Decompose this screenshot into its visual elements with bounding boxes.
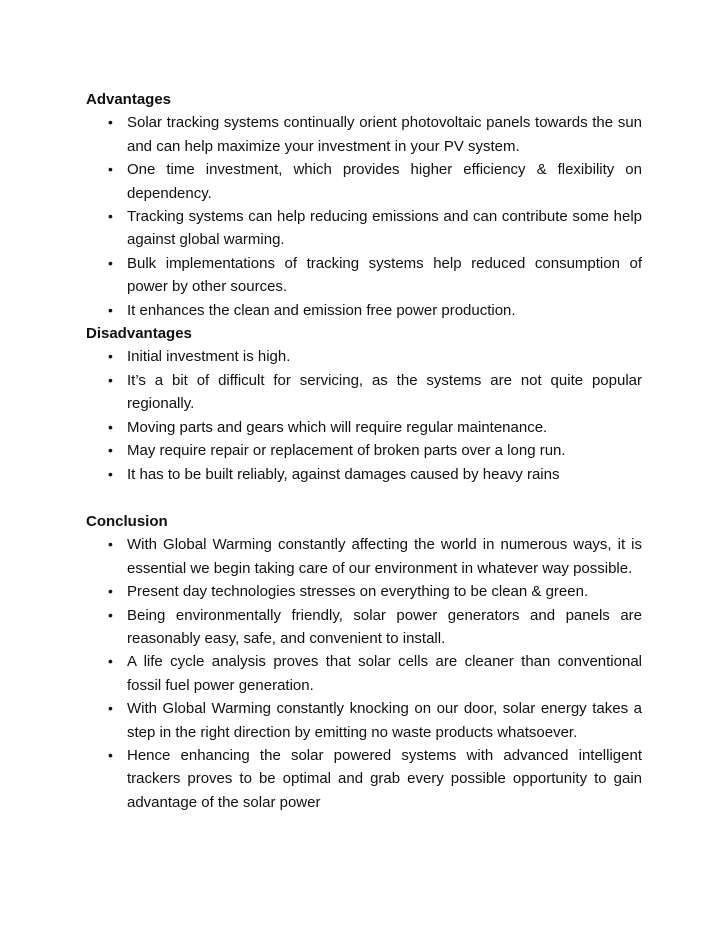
list-item <box>86 463 642 486</box>
bullet-icon: • <box>108 653 113 670</box>
bullet-icon: • <box>108 161 113 178</box>
conclusion-list <box>86 533 642 814</box>
list-item-text: With Global Warming constantly affecting the world in numerous ways, it is essential we begin taking care of our environment in whatever way possible. <box>127 536 642 577</box>
list-item <box>86 345 642 368</box>
list-item <box>86 439 642 462</box>
list-item-text: It has to be built reliably, against damages caused by heavy rains <box>127 465 560 483</box>
list-item <box>86 650 642 697</box>
document-content <box>86 88 642 814</box>
conclusion-heading: Conclusion <box>86 512 168 530</box>
advantages-section <box>86 88 642 322</box>
list-item <box>86 111 642 158</box>
list-item-text: One time investment, which provides higher efficiency & flexibility on dependency. <box>127 161 642 202</box>
list-item-text: It’s a bit of difficult for servicing, as the systems are not quite popular regionally. <box>127 371 642 413</box>
list-item <box>86 744 642 814</box>
bullet-icon: • <box>108 114 113 131</box>
bullet-icon: • <box>108 442 113 459</box>
list-item-text: May require repair or replacement of broken parts over a long run. <box>127 442 566 460</box>
bullet-icon: • <box>108 746 113 763</box>
list-item <box>86 299 642 322</box>
bullet-icon: • <box>108 465 113 482</box>
list-item <box>86 416 642 439</box>
list-item-text: Initial investment is high. <box>127 348 291 366</box>
bullet-icon: • <box>108 208 113 225</box>
list-item-text: Being environmentally friendly, solar power generators and panels are reasonably easy, safe, and convenient to install. <box>127 606 642 647</box>
list-item-text: Hence enhancing the solar powered systems with advanced intelligent trackers proves to be optimal and grab every possible opportunity to gain advantage of the solar power <box>127 746 642 811</box>
list-item-text: Tracking systems can help reducing emissions and can contribute some help against global warming. <box>127 208 642 249</box>
bullet-icon: • <box>108 536 113 553</box>
list-item <box>86 252 642 299</box>
disadvantages-heading: Disadvantages <box>86 325 192 343</box>
advantages-list <box>86 111 642 322</box>
list-item <box>86 205 642 252</box>
list-item-text: With Global Warming constantly knocking on our door, solar energy takes a step in the right direction by emitting no waste products whatsoever. <box>127 700 642 741</box>
list-item-text: It enhances the clean and emission free power production. <box>127 301 516 319</box>
disadvantages-section <box>86 322 642 486</box>
bullet-icon: • <box>108 583 113 600</box>
list-item <box>86 369 642 416</box>
advantages-heading: Advantages <box>86 91 172 108</box>
list-item <box>86 580 642 603</box>
bullet-icon: • <box>108 418 113 435</box>
list-item-text: A life cycle analysis proves that solar cells are cleaner than conventional fossil fuel power generation. <box>127 653 642 694</box>
list-item <box>86 158 642 205</box>
bullet-icon: • <box>108 606 113 623</box>
list-item-text: Present day technologies stresses on everything to be clean & green. <box>127 583 589 601</box>
conclusion-section <box>86 510 642 814</box>
list-item <box>86 533 642 580</box>
bullet-icon: • <box>108 700 113 717</box>
bullet-icon: • <box>108 254 113 271</box>
list-item-text: Bulk implementations of tracking systems help reduced consumption of power by other sources. <box>127 254 642 296</box>
disadvantages-list <box>86 345 642 485</box>
list-item-text: Solar tracking systems continually orient photovoltaic panels towards the sun and can help maximize your investment in your PV system. <box>127 114 642 155</box>
section-spacer <box>86 486 642 510</box>
bullet-icon: • <box>108 371 113 388</box>
bullet-icon: • <box>108 348 113 365</box>
list-item <box>86 697 642 744</box>
bullet-icon: • <box>108 301 113 318</box>
list-item-text: Moving parts and gears which will require regular maintenance. <box>127 418 548 436</box>
list-item <box>86 604 642 651</box>
